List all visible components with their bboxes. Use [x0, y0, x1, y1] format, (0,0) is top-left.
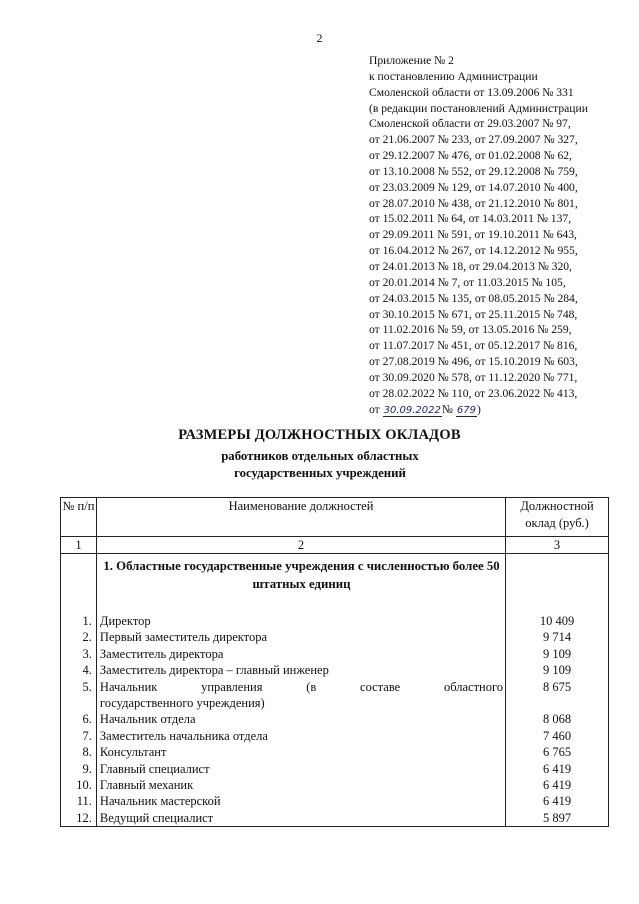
appendix-line: Приложение № 2: [369, 54, 454, 67]
column-number: 2: [96, 537, 505, 554]
appendix-line: от 15.02.2011 № 64, от 14.03.2011 № 137,: [369, 212, 572, 226]
row-num: 8.: [82, 745, 92, 760]
appendix-line: от 24.03.2015 № 135, от 08.05.2015 № 284,: [369, 291, 578, 305]
row-name: Консультант: [99, 745, 167, 760]
appendix-closing-paren: ): [476, 402, 481, 416]
row-name: Заместитель начальника отдела: [99, 728, 268, 743]
name-column: [96, 554, 505, 827]
row-num: 12.: [76, 810, 92, 825]
row-name: Заместитель директора – главный инженер: [99, 663, 329, 678]
row-num: 7.: [82, 728, 92, 743]
section-title: 1. Областные государственные учреждения с численностью более 50 штатных единиц: [103, 559, 500, 591]
appendix-last-prefix: от: [369, 402, 380, 416]
word: составе: [360, 679, 401, 694]
row-num: 11.: [76, 794, 92, 809]
appendix-line: от 27.08.2019 № 496, от 15.10.2019 № 603,: [369, 355, 578, 369]
appendix-line: от 24.01.2013 № 18, от 29.04.2013 № 320,: [369, 259, 572, 273]
appendix-line: от 20.01.2014 № 7, от 11.03.2015 № 105,: [369, 275, 566, 289]
salary-column: [506, 554, 609, 827]
appendix-last-line: [369, 402, 611, 419]
page-number: 2: [316, 31, 323, 45]
header-salary: Должностной оклад (руб.): [506, 498, 609, 537]
table-body: [61, 554, 609, 827]
row-salary: 5 897: [542, 810, 572, 825]
row-salary: 8 675: [542, 679, 572, 694]
appendix-line: от 28.02.2022 № 110, от 23.06.2022 № 413,: [369, 386, 578, 400]
row-name: Начальник мастерской: [99, 794, 221, 809]
appendix-line: от 13.10.2008 № 552, от 29.12.2008 № 759,: [369, 164, 578, 178]
row-num: 1.: [82, 614, 92, 628]
document-subtitle: работников отдельных областных государственных учреждений: [221, 449, 419, 480]
row-name: Главный специалист: [99, 761, 210, 776]
row-salary: 9 109: [542, 646, 572, 661]
row-name: Ведущий специалист: [99, 810, 214, 825]
row-salary: 6 419: [542, 761, 572, 776]
appendix-line: от 11.07.2017 № 451, от 05.12.2017 № 816,: [369, 339, 578, 353]
row-num: 10.: [76, 777, 92, 792]
row-name-line2: государственного учреждения): [99, 695, 265, 710]
appendix-block: [369, 53, 611, 418]
row-salary: 10 409: [539, 614, 575, 628]
header-name: Наименование должностей: [96, 498, 505, 537]
row-name: Директор: [99, 614, 151, 628]
word: управления: [201, 679, 263, 694]
row-salary: 6 419: [542, 777, 572, 792]
handwritten-number: 679: [456, 404, 476, 416]
row-salary: 7 460: [542, 728, 572, 743]
handwritten-date: 30.09.2022: [383, 404, 441, 416]
num-column: [61, 554, 97, 827]
row-salary: 6 765: [542, 745, 572, 760]
header-num: № п/п: [61, 498, 97, 537]
appendix-line: от 23.03.2009 № 129, от 14.07.2010 № 400,: [369, 180, 578, 194]
row-name: Начальник отдела: [99, 712, 196, 727]
row-salary: 9 109: [542, 663, 572, 678]
appendix-line: от 30.09.2020 № 578, от 11.12.2020 № 771,: [369, 370, 578, 384]
appendix-number-sign: №: [441, 402, 453, 416]
row-num: 5.: [82, 679, 92, 694]
row-num: 6.: [82, 712, 92, 727]
column-number: 3: [506, 537, 609, 554]
row-name: Первый заместитель директора: [99, 630, 267, 645]
appendix-line: Смоленской области от 29.03.2007 № 97,: [369, 117, 571, 131]
appendix-line: от 30.10.2015 № 671, от 25.11.2015 № 748,: [369, 307, 578, 321]
appendix-line: от 21.06.2007 № 233, от 27.09.2007 № 327,: [369, 133, 578, 147]
appendix-line: (в редакции постановлений Администрации: [369, 101, 588, 115]
word: областного: [443, 679, 504, 694]
appendix-line: от 28.07.2010 № 438, от 21.12.2010 № 801,: [369, 196, 578, 210]
appendix-line: к постановлению Администрации: [369, 69, 538, 83]
row-salary: 8 068: [542, 712, 572, 727]
row-salary: 6 419: [542, 794, 572, 809]
appendix-line: от 16.04.2012 № 267, от 14.12.2012 № 955,: [369, 244, 578, 258]
row-num: 4.: [82, 663, 92, 678]
appendix-line: от 29.09.2011 № 591, от 19.10.2011 № 643,: [369, 228, 577, 242]
row-name-line1: [100, 679, 503, 695]
document-title: РАЗМЕРЫ ДОЛЖНОСТНЫХ ОКЛАДОВ: [178, 427, 461, 443]
table-header-row: [61, 498, 609, 537]
column-number: 1: [61, 537, 97, 554]
appendix-line: от 29.12.2007 № 476, от 01.02.2008 № 62,: [369, 149, 572, 163]
row-name: Главный механик: [99, 777, 194, 792]
word: Начальник: [99, 679, 158, 694]
salary-table: [60, 497, 609, 827]
appendix-line: Смоленской области от 13.09.2006 № 331: [369, 85, 574, 99]
word: (в: [306, 679, 317, 694]
row-num: 3.: [82, 646, 92, 661]
row-num: 2.: [82, 630, 92, 645]
appendix-line: от 11.02.2016 № 59, от 13.05.2016 № 259,: [369, 323, 572, 337]
row-name: Заместитель директора: [99, 646, 224, 661]
column-numbers-row: [61, 537, 609, 554]
row-num: 9.: [82, 761, 92, 776]
row-salary: 9 714: [542, 630, 572, 645]
